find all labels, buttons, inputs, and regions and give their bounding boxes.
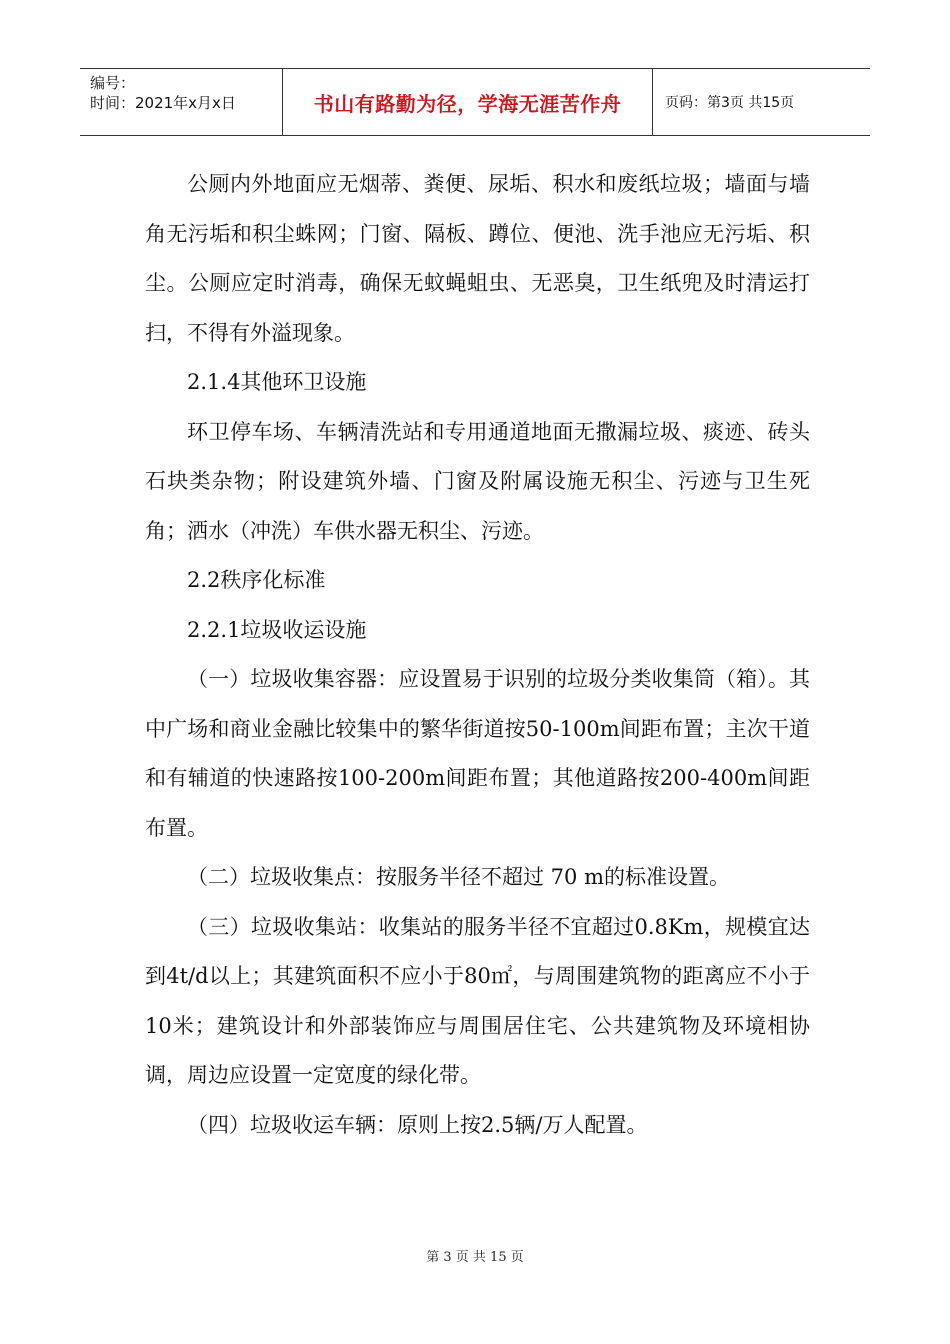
paragraph-collection-containers: （一）垃圾收集容器：应设置易于识别的垃圾分类收集筒（箱）。其中广场和商业金融比较集中的繁华街道按50-100m间距布置；主次干道和有辅道的快速路按100-200m间距布置；其他道路按200-400m间距布置。 [145,667,810,840]
header-page-info: 页码：第3页 共15页 [665,95,795,111]
page-header [80,68,870,136]
paragraph-public-toilet: 公厕内外地面应无烟蒂、粪便、尿垢、积水和废纸垃圾；墙面与墙角无污垢和积尘蛛网；门窗、隔板、蹲位、便池、洗手池应无污垢、积尘。公厕应定时消毒，确保无蚊蝇蛆虫、无恶臭，卫生纸兜及时清运打扫，不得有外溢现象。 [145,172,810,345]
header-motto: 书山有路勤为径，学海无涯苦作舟 [283,69,653,135]
paragraph-other-facilities: 环卫停车场、车辆清洗站和专用通道地面无撒漏垃圾、痰迹、砖头石块类杂物；附设建筑外墙、门窗及附属设施无积尘、污迹与卫生死角；洒水（冲洗）车供水器无积尘、污迹。 [145,419,810,543]
section-heading-2-2: 2.2秩序化标准 [187,568,326,592]
page-footer: 第 3 页 共 15 页 [426,1250,524,1265]
header-meta-cell [80,69,283,135]
document-body [145,160,810,1150]
section-heading-2-2-1: 2.2.1垃圾收运设施 [187,617,367,642]
time-label: 时间：2021年x月x日 [90,94,236,112]
paragraph-collection-stations: （三）垃圾收集站：收集站的服务半径不宜超过0.8Km，规模宜达到4t/d以上；其建筑面积不应小于80㎡，与周围建筑物的距离应不小于10米；建筑设计和外部装饰应与周围居住宅、公共建筑物及环境相协调，周边应设置一定宽度的绿化带。 [145,914,810,1087]
serial-number-label: 编号： [90,74,136,92]
paragraph-collection-vehicles: （四）垃圾收运车辆：原则上按2.5辆/万人配置。 [187,1112,648,1137]
section-heading-2-1-4: 2.1.4其他环卫设施 [187,370,367,394]
paragraph-collection-points: （二）垃圾收集点：按服务半径不超过 70 m的标准设置。 [187,865,730,889]
